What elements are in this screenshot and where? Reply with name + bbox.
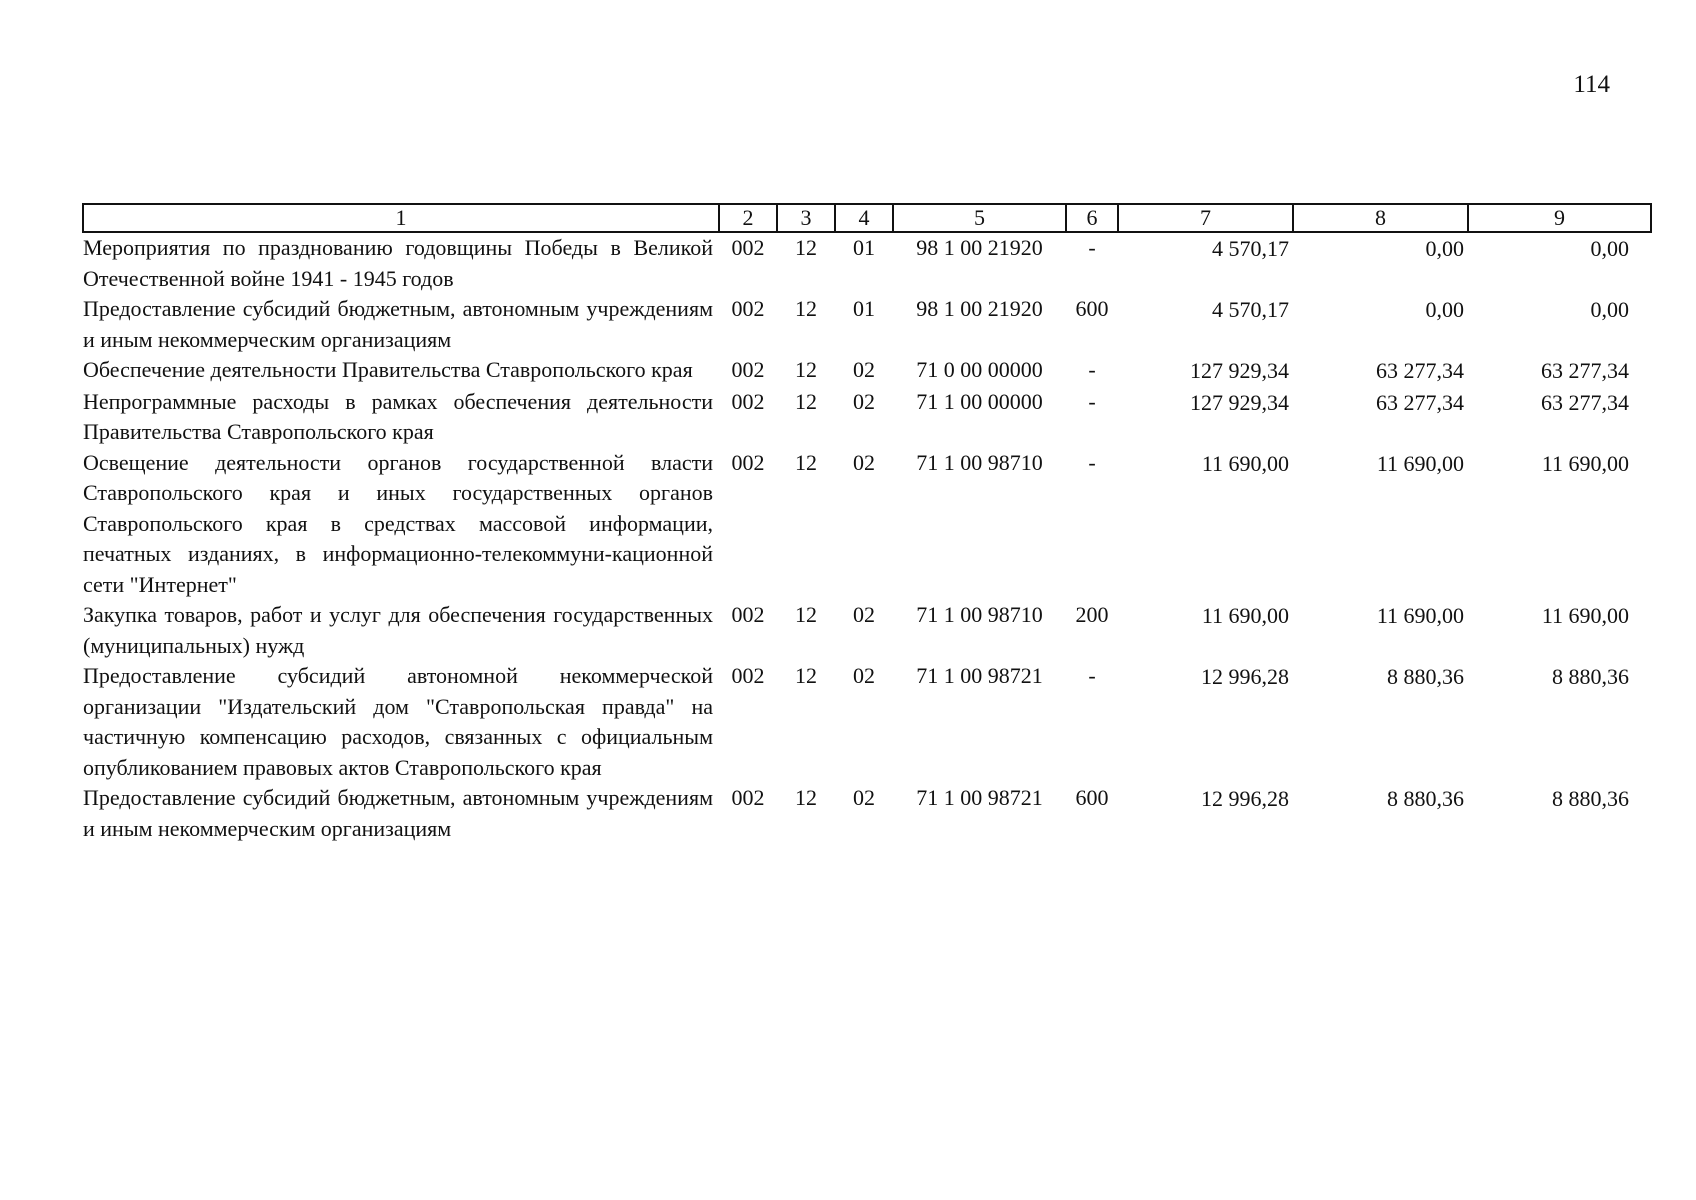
column-header-5: 5 (893, 204, 1066, 232)
amount-value: 11 690,00 (1541, 450, 1629, 476)
subsection-code: 02 (853, 449, 875, 475)
target-code: 71 0 00 00000 (916, 357, 1043, 382)
amount-col-8 (1293, 448, 1468, 601)
amount-value: 127 929,34 (1190, 389, 1289, 415)
section-code: 12 (795, 235, 817, 260)
table-row (83, 783, 1651, 844)
expense-type-code: 600 (1075, 785, 1109, 810)
amount-value: 0,00 (1425, 297, 1464, 322)
table-row (83, 232, 1651, 294)
amount-col-7 (1118, 355, 1293, 387)
subsection-code: 02 (853, 357, 875, 382)
target-code: 71 1 00 98721 (916, 785, 1043, 810)
amount-value: 4 570,17 (1212, 297, 1289, 322)
ministry-code: 002 (731, 357, 765, 382)
target-code: 71 1 00 98710 (916, 449, 1043, 475)
subsection-code: 02 (853, 785, 875, 810)
amount-value: 4 570,17 (1212, 236, 1289, 261)
amount-col-9 (1468, 387, 1651, 448)
amount-value: 11 690,00 (1541, 603, 1629, 628)
budget-table (82, 203, 1652, 844)
ministry-code: 002 (731, 388, 765, 414)
amount-value: 8 880,36 (1387, 786, 1464, 811)
amount-col-9 (1468, 600, 1651, 661)
amount-col-7 (1118, 232, 1293, 294)
amount-value: 11 690,00 (1201, 603, 1289, 628)
amount-col-8 (1293, 232, 1468, 294)
amount-col-9 (1468, 783, 1651, 844)
section-code: 12 (795, 602, 817, 627)
section-code: 12 (795, 449, 817, 475)
amount-col-8 (1293, 600, 1468, 661)
amount-value: 12 996,28 (1201, 786, 1289, 811)
amount-value: 11 690,00 (1376, 603, 1464, 628)
expense-name: Предоставление субсидий бюджетным, автономным учреждениям и иным некоммерческим организациям (83, 296, 713, 352)
table-row (83, 661, 1651, 783)
expense-name: Закупка товаров, работ и услуг для обеспечения государственных (муниципальных) нужд (83, 602, 713, 658)
expense-type-code: - (1088, 449, 1096, 475)
ministry-code: 002 (731, 663, 765, 688)
subsection-code: 01 (853, 235, 875, 260)
table-row (83, 387, 1651, 448)
target-code: 71 1 00 98721 (916, 663, 1043, 688)
amount-col-9 (1468, 294, 1651, 355)
column-header-1: 1 (83, 204, 719, 232)
amount-value: 11 690,00 (1376, 450, 1464, 476)
ministry-code: 002 (731, 449, 765, 475)
table-row (83, 355, 1651, 387)
target-code: 71 1 00 00000 (916, 388, 1043, 414)
section-code: 12 (795, 357, 817, 382)
column-header-6: 6 (1066, 204, 1118, 232)
column-header-4: 4 (835, 204, 893, 232)
column-header-7: 7 (1118, 204, 1293, 232)
expense-name: Освещение деятельности органов государственной власти Ставропольского края и иных государственных органов Ставропольского края в средствах массовой информации, печатных изданиях, в информационно-телекоммуни-кационной сети "Интернет" (83, 449, 713, 597)
amount-value: 63 277,34 (1541, 389, 1629, 415)
amount-col-8 (1293, 355, 1468, 387)
amount-col-7 (1118, 387, 1293, 448)
amount-col-7 (1118, 448, 1293, 601)
amount-value: 63 277,34 (1541, 358, 1629, 383)
expense-name: Предоставление субсидий автономной некоммерческой организации "Издательский дом "Ставропольская правда" на частичную компенсацию расходов, связанных с официальным опубликованием правовых актов Ставропольского края (83, 663, 713, 780)
target-code: 98 1 00 21920 (916, 235, 1043, 260)
amount-value: 8 880,36 (1552, 664, 1629, 689)
amount-value: 12 996,28 (1201, 664, 1289, 689)
expense-name: Непрограммные расходы в рамках обеспечения деятельности Правительства Ставропольского края (83, 388, 713, 444)
amount-col-7 (1118, 783, 1293, 844)
amount-value: 0,00 (1590, 297, 1629, 322)
amount-value: 63 277,34 (1376, 389, 1464, 415)
amount-value: 8 880,36 (1552, 786, 1629, 811)
amount-col-9 (1468, 448, 1651, 601)
expense-type-code: - (1088, 663, 1096, 688)
expense-name: Предоставление субсидий бюджетным, автономным учреждениям и иным некоммерческим организациям (83, 785, 713, 841)
amount-col-9 (1468, 355, 1651, 387)
amount-col-8 (1293, 783, 1468, 844)
subsection-code: 02 (853, 388, 875, 414)
amount-col-8 (1293, 661, 1468, 783)
section-code: 12 (795, 663, 817, 688)
amount-col-7 (1118, 661, 1293, 783)
amount-col-9 (1468, 232, 1651, 294)
amount-col-7 (1118, 294, 1293, 355)
amount-value: 11 690,00 (1201, 450, 1289, 476)
column-header-8: 8 (1293, 204, 1468, 232)
amount-col-8 (1293, 387, 1468, 448)
expense-type-code: - (1088, 388, 1096, 414)
column-header-9: 9 (1468, 204, 1651, 232)
column-header-3: 3 (777, 204, 835, 232)
amount-value: 0,00 (1425, 236, 1464, 261)
table-row (83, 294, 1651, 355)
section-code: 12 (795, 388, 817, 414)
amount-value: 8 880,36 (1387, 664, 1464, 689)
ministry-code: 002 (731, 296, 765, 321)
table-header-row (83, 204, 1651, 232)
amount-col-8 (1293, 294, 1468, 355)
column-header-2: 2 (719, 204, 777, 232)
expense-name: Мероприятия по празднованию годовщины Победы в Великой Отечественной войне 1941 - 1945 годов (83, 235, 713, 291)
subsection-code: 02 (853, 663, 875, 688)
section-code: 12 (795, 296, 817, 321)
amount-value: 127 929,34 (1190, 358, 1289, 383)
ministry-code: 002 (731, 235, 765, 260)
expense-type-code: 200 (1075, 602, 1109, 627)
ministry-code: 002 (731, 785, 765, 810)
amount-col-9 (1468, 661, 1651, 783)
target-code: 71 1 00 98710 (916, 602, 1043, 627)
subsection-code: 01 (853, 296, 875, 321)
section-code: 12 (795, 785, 817, 810)
amount-value: 63 277,34 (1376, 358, 1464, 383)
expense-type-code: - (1088, 235, 1096, 260)
subsection-code: 02 (853, 602, 875, 627)
expense-type-code: - (1088, 357, 1096, 382)
expense-name: Обеспечение деятельности Правительства Ставропольского края (83, 357, 693, 382)
page-number: 114 (1573, 71, 1610, 98)
amount-value: 0,00 (1590, 236, 1629, 261)
table-row (83, 448, 1651, 601)
amount-col-7 (1118, 600, 1293, 661)
table-row (83, 600, 1651, 661)
ministry-code: 002 (731, 602, 765, 627)
expense-type-code: 600 (1075, 296, 1109, 321)
target-code: 98 1 00 21920 (916, 296, 1043, 321)
